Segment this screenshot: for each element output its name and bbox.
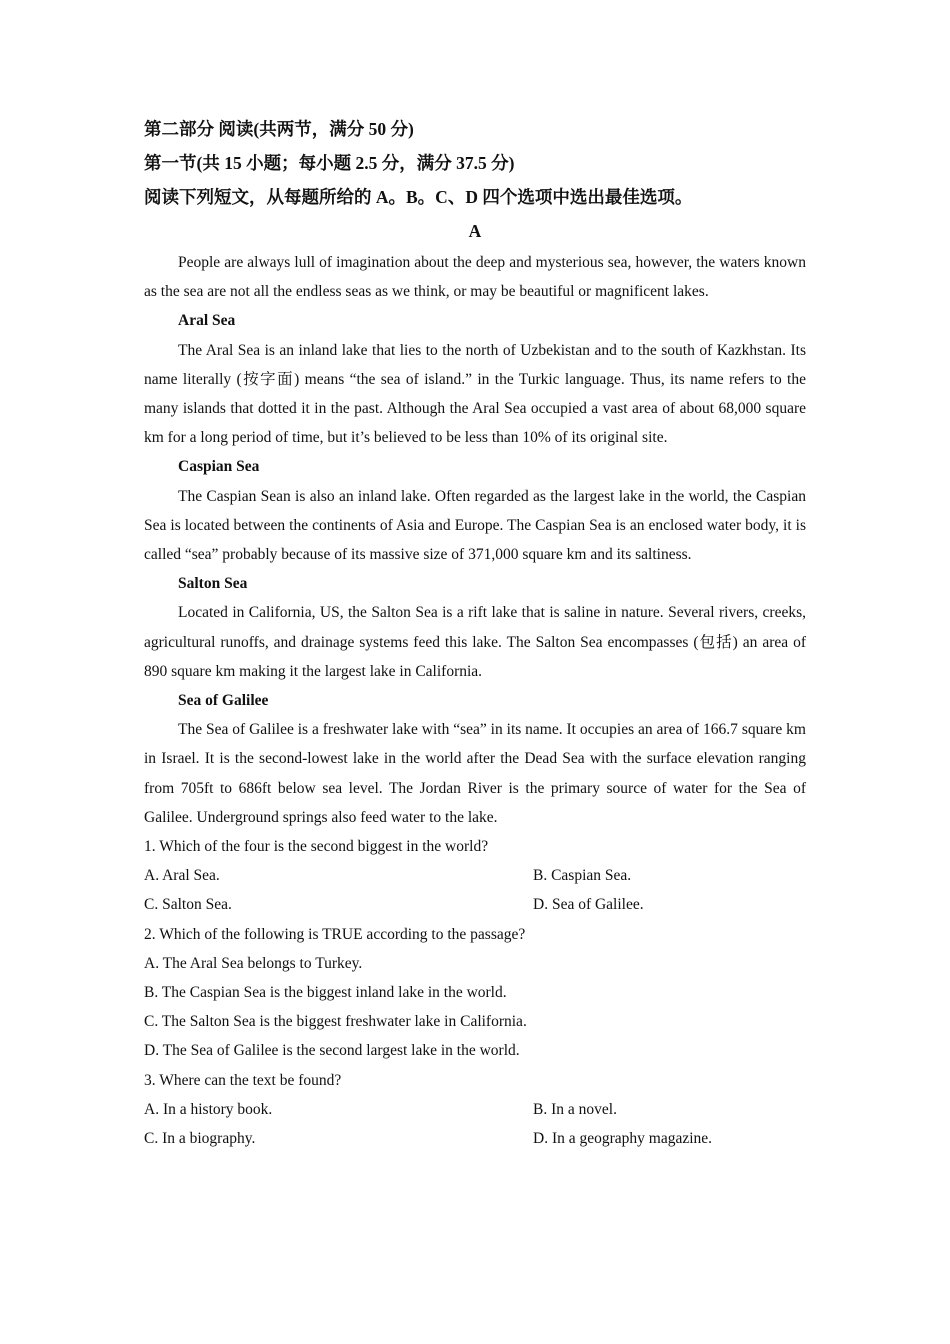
option: D. The Sea of Galilee is the second largest lake in the world. [144,1042,520,1060]
exam-page [144,112,806,1153]
subheading-aral-sea: Aral Sea [178,312,236,330]
passage-label: A [468,221,482,241]
option: B. Caspian Sea. [533,867,632,885]
option: A. In a history book. [144,1100,273,1118]
option: C. The Salton Sea is the biggest freshwater lake in California. [144,1013,527,1031]
paragraph-salton-sea: Located in California, US, the Salton Sea is a rift lake that is saline in nature. Several rivers, creeks, agricultural runoffs, and drainage systems feed this lake. The Salton Sea encompasses (包括) an area of 890 square km making it the largest lake in California. [144,604,806,680]
section-heading: 第一节(共 15 小题；每小题 2.5 分，满分 37.5 分) [144,153,515,173]
option: B. In a novel. [533,1100,617,1118]
question-1-options-row-1 [144,861,806,890]
question-2: 2. Which of the following is TRUE according to the passage? [144,925,526,943]
subheading-sea-of-galilee: Sea of Galilee [178,692,269,710]
paragraph-aral-sea: The Aral Sea is an inland lake that lies to the north of Uzbekistan and to the south of Kazkhstan. Its name literally (按字面) means “the sea of island.” in the Turkic language. Thus, its name refers to the many islands that dotted it in the past. Although the Aral Sea occupied a vast area of about 68,000 square km for a long period of time, but it’s believed to be less than 10% of its original site. [144,341,806,447]
intro-paragraph: People are always lull of imagination about the deep and mysterious sea, however, the waters known as the sea are not all the endless seas as we think, or may be beautiful or magnificent lakes. [144,254,806,301]
paragraph-sea-of-galilee: The Sea of Galilee is a freshwater lake with “sea” in its name. It occupies an area of 166.7 square km in Israel. It is the second-lowest lake in the world after the Dead Sea with the surface elevation ranging from 705ft to 686ft below sea level. The Jordan River is the primary source of water for the Sea of Galilee. Underground springs also feed water to the lake. [144,721,806,826]
paragraph-caspian-sea: The Caspian Sean is also an inland lake. Often regarded as the largest lake in the world, the Caspian Sea is located between the continents of Asia and Europe. The Caspian Sea is an enclosed water body, it is called “sea” probably because of its massive size of 371,000 square km and its saltiness. [144,487,806,564]
subheading-salton-sea: Salton Sea [178,575,248,593]
option: C. Salton Sea. [144,896,232,914]
option: A. The Aral Sea belongs to Turkey. [144,954,363,972]
option: B. The Caspian Sea is the biggest inland lake in the world. [144,984,507,1002]
question-3-options-row-2 [144,1124,806,1153]
option: C. In a biography. [144,1130,256,1148]
part-heading: 第二部分 阅读(共两节，满分 50 分) [144,119,414,139]
instructions: 阅读下列短文，从每题所给的 A。B。C、D 四个选项中选出最佳选项。 [144,187,693,207]
subheading-caspian-sea: Caspian Sea [178,458,260,476]
question-3-options-row-1 [144,1095,806,1124]
question-1-options-row-2 [144,890,806,919]
option: A. Aral Sea. [144,867,220,885]
option: D. In a geography magazine. [533,1130,713,1148]
question-3: 3. Where can the text be found? [144,1071,342,1089]
option: D. Sea of Galilee. [533,896,644,914]
question-1: 1. Which of the four is the second biggest in the world? [144,838,489,856]
